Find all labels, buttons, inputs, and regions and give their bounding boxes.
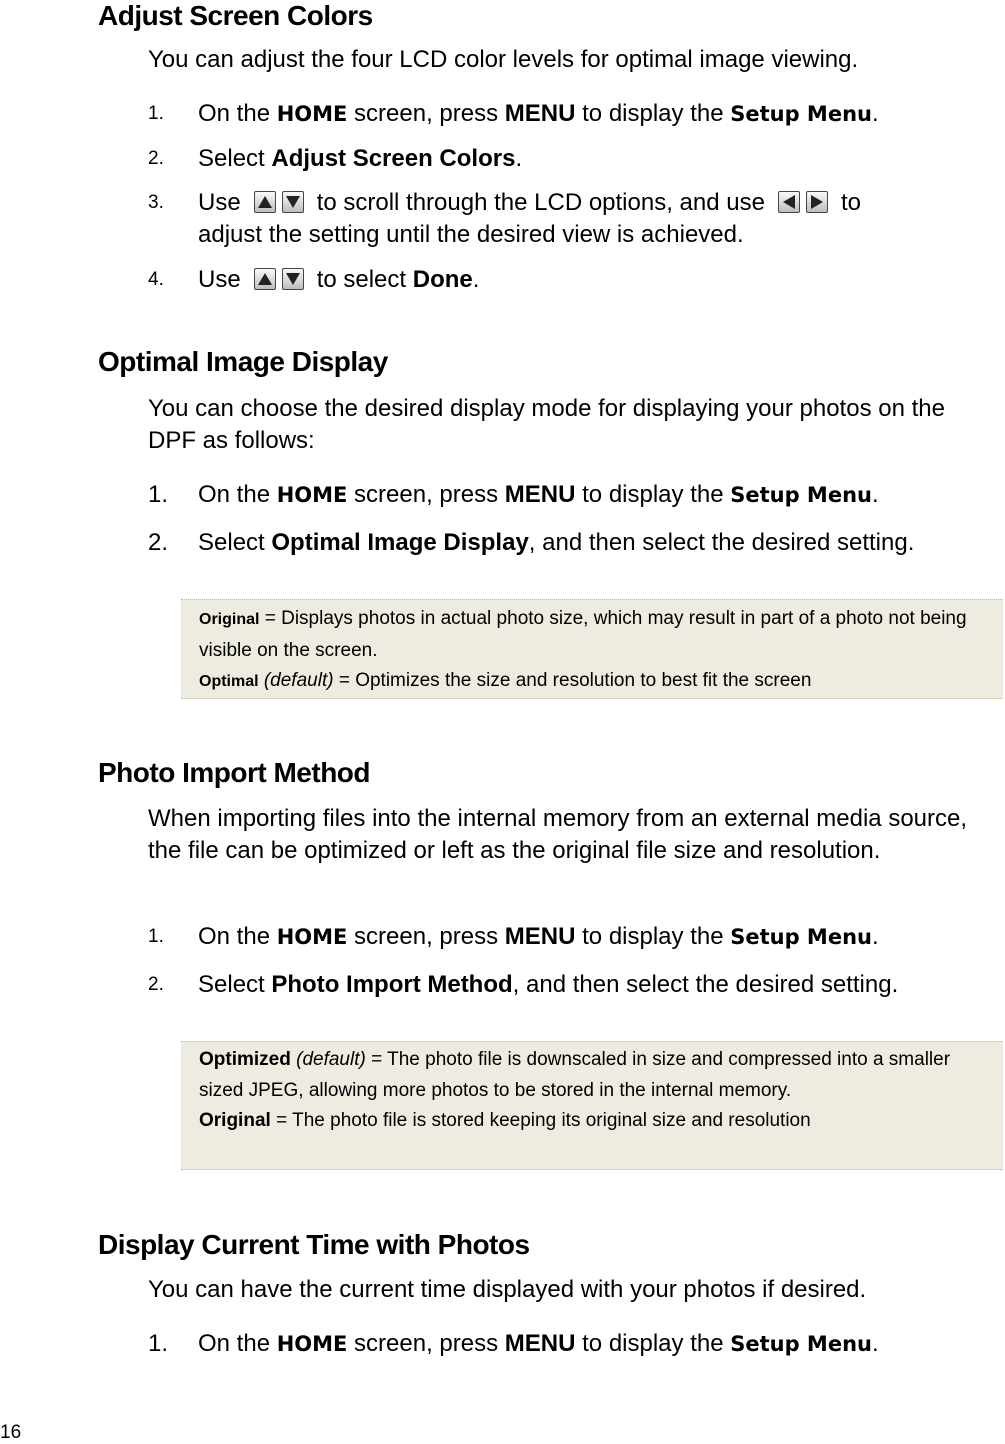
step-text: . [871,481,879,508]
home-keyword: HOME [276,1332,348,1356]
done-keyword: Done [412,266,473,293]
heading-display-current-time: Display Current Time with Photos [98,1229,530,1260]
import-intro: When importing files into the internal memory from an external media source, the file can be optimized or left as the original file size and resolution. [148,805,968,864]
menu-keyword: MENU [504,481,576,508]
menu-keyword: MENU [504,100,576,127]
step-text: On the [198,923,277,950]
step-text: . [871,923,879,950]
step-text: Use [198,266,241,293]
left-arrow-button-icon [778,191,800,213]
down-arrow-button-icon [282,268,304,290]
step-text: On the [198,100,277,127]
original-option-label: Original [199,611,260,628]
adjust-intro: You can adjust the four LCD color levels for optimal image viewing. [148,46,859,73]
step-text: Use [198,189,241,216]
step-text: adjust the setting until the desired view is achieved. [198,221,744,248]
heading-photo-import-method: Photo Import Method [98,757,371,788]
step-text: to [840,189,861,216]
optimal-settings-note [181,599,1003,699]
down-arrow-button-icon [282,191,304,213]
step-text: to display the [575,481,731,508]
step-number: 3. [148,192,164,213]
up-arrow-button-icon [254,268,276,290]
right-arrow-button-icon [806,191,828,213]
step-text: , and then select the desired setting. [528,529,915,556]
photo-import-method-keyword: Photo Import Method [271,971,513,998]
step-text: to scroll through the LCD options, and use [316,189,765,216]
step-text: Select [198,529,272,556]
original-option-description: = The photo file is stored keeping its original size and resolution [270,1110,811,1131]
import-settings-note [181,1041,1003,1170]
default-marker: (default) [263,670,334,691]
step-text: Select [198,971,272,998]
original-option-label: Original [199,1110,271,1131]
optimal-option-description: = Optimizes the size and resolution to best fit the screen [333,670,812,691]
optimal-option-label: Optimal [199,673,259,690]
setup-menu-keyword: Setup Menu [730,483,872,507]
heading-optimal-image-display: Optimal Image Display [98,346,388,377]
step-number: 1. [148,103,164,124]
step-text: to select [316,266,413,293]
home-keyword: HOME [276,102,348,126]
time-intro: You can have the current time displayed with your photos if desired. [148,1276,867,1303]
step-number: 1. [148,926,164,947]
step-text: , and then select the desired setting. [512,971,899,998]
step-text: screen, press [347,923,505,950]
step-number: 2. [148,529,169,556]
step-number: 1. [148,481,169,508]
home-keyword: HOME [276,483,348,507]
step-text: screen, press [347,481,505,508]
step-number: 4. [148,269,164,290]
step-text: . [871,100,879,127]
step-text: On the [198,1330,277,1357]
home-keyword: HOME [276,925,348,949]
menu-keyword: MENU [504,1330,576,1357]
step-text: to display the [575,100,731,127]
optimal-intro: You can choose the desired display mode for displaying your photos on the DPF as follows: [148,395,945,454]
step-number: 2. [148,974,164,995]
original-option-description: = Displays photos in actual photo size, which may result in part of a photo not being visible on the screen. [199,608,967,661]
step-text: to display the [575,1330,731,1357]
adjust-screen-colors-keyword: Adjust Screen Colors [271,145,516,172]
page-number: 16 [0,1422,22,1443]
step-text: . [515,145,523,172]
step-text: Select [198,145,272,172]
step-text: screen, press [347,100,505,127]
up-arrow-button-icon [254,191,276,213]
step-text: to display the [575,923,731,950]
step-text: . [472,266,480,293]
step-text: screen, press [347,1330,505,1357]
menu-keyword: MENU [504,923,576,950]
step-text: . [871,1330,879,1357]
step-text: On the [198,481,277,508]
heading-adjust-screen-colors: Adjust Screen Colors [98,0,373,31]
setup-menu-keyword: Setup Menu [730,925,872,949]
optimized-option-description: = The photo file is downscaled in size and compressed into a smaller sized JPEG, allowing more photos to be stored in the internal memory. [199,1049,951,1101]
setup-menu-keyword: Setup Menu [730,1332,872,1356]
optimized-option-label: Optimized [199,1049,291,1070]
setup-menu-keyword: Setup Menu [730,102,872,126]
optimal-image-display-keyword: Optimal Image Display [271,529,529,556]
step-number: 1. [148,1330,169,1357]
default-marker: (default) [296,1049,366,1070]
step-number: 2. [148,148,164,169]
